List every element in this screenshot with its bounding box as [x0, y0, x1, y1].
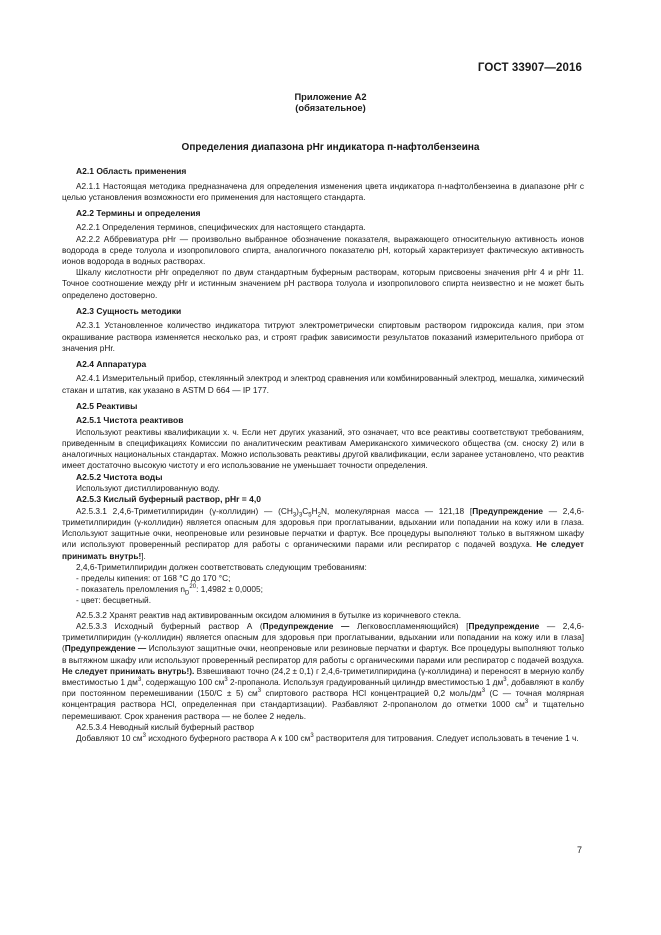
standard-number: ГОСТ 33907—2016 — [477, 62, 582, 74]
paragraph: А2.5.3.3 Исходный буферный раствор А (Предупреждение — Легковоспламеняющийся) [Предупреждение — 2,4,6-триметилпиридин (γ-коллидин) является опасным для здоровья при проглатывании, вдыхании или попадании на кожу или в глаза] (Предупреждение — Используют защитные очки, неопреновые или резиновые перчатки и фартук. Все процедуры выполняют только в вытяжном шкафу или используют проверенный респиратор для работы с органическими парами или респиратор с подачей воздуха. Не следует принимать внутрь!). Взвешивают точно (24,2 ± 0,1) г 2,4,6-триметилпиридина (γ-коллидина) и переносят в мерную колбу вместимостью 1 $дм^3$, содержащую 100 $см^3$ 2-пропанола. Используя градуированный цилиндр вместимостью 1 $дм^3$, добавляют в колбу при постоянном перемешивании (150/С ± 5) $см^3$ спиртового раствора HCl концентрацией 0,2 моль/$дм^3$ (С — точная молярная концентрация раствора HCl, определенная при стандартизации). Разбавляют 2-пропанолом до отметки 1000 $см^3$ и тщательно перемешивают. Срок хранения раствора — не более 2 недель. — [62, 620, 585, 721]
paragraph: А2.3.1 Установленное количество индикатора титруют электрометрически спиртовым раствором гидроксида калия, при этом окрашивание раствора изменяется несколько раз, и строят график зависимости результатов показаний измерительного прибора от значения pHr. — [62, 320, 584, 353]
paragraph: 2,4,6-Триметилпиридин должен соответствовать следующим требованиям: — [76, 561, 367, 572]
document-title: Определения диапазона pHr индикатора п-нафтолбензеина — [181, 142, 480, 153]
subsection-heading: А2.5.3 Кислый буферный раствор, pHr = 4,0 — [76, 494, 261, 505]
annex-status: (обязательное) — [295, 103, 366, 113]
list-item: - пределы кипения: от 168 °С до 170 °С; — [76, 573, 231, 584]
list-item: - показатель преломления $n_D^{20}$: 1,4982 ± 0,0005; — [76, 584, 263, 597]
warning-label: Предупреждение — [468, 620, 540, 631]
list-item: - цвет: бесцветный. — [76, 595, 151, 606]
subsection-heading: А2.5.2 Чистота воды — [76, 471, 163, 482]
section-heading: А2.5 Реактивы — [76, 400, 138, 411]
warning-label: Предупреждение — — [64, 643, 147, 654]
paragraph: Используют реактивы квалификации х. ч. Если нет других указаний, это означает, что все реактивы соответствуют требованиям, приведенным в спецификациях Комиссии по аналитическим реактивам Американского химического общества (см. сноску 2) или в аналогичных национальных стандартах. Можно использовать реактивы другой квалификации, если заранее установлено, что реактив имеет достаточно высокую чистоту и его использование не уменьшает точности определения. — [62, 426, 584, 471]
paragraph: А2.5.3.1 2,4,6-Триметилпиридин (γ-коллидин) — $(CH_3)_3C_5H_2N$, молекулярная масса — 121,18 [Предупреждение — 2,4,6-триметилпиридин (γ-коллидин) является опасным для здоровья при проглатывании, вдыхании или попадании на кожу или в глаза. Используют защитные очки, неопреновые или резиновые перчатки и фартук. Все процедуры выполняют только в вытяжном шкафу или используют проверенный респиратор для работы с органическими парами или респиратор с подачей воздуха. Не следует принимать внутрь!]. — [62, 505, 585, 561]
annex-title: Приложение А2 — [294, 92, 367, 102]
paragraph: А2.5.3.4 Неводный кислый буферный раствор — [76, 721, 254, 732]
paragraph: А2.2.2 Аббревиатура pHr — произвольно выбранное обозначение показателя, выражающего относительную активность ионов водорода в среде толуола и изопропилового спирта, аналогичного показателю pH, который характеризует фактическую активность ионов водорода в водных растворах. — [62, 233, 584, 267]
document-body — [62, 166, 584, 744]
paragraph: А2.1.1 Настоящая методика предназначена для определения изменения цвета индикатора п-нафтолбензеина в диапазоне pHr с целью установления возможности его применения для настоящего стандарта. — [62, 180, 584, 202]
paragraph: А2.5.3.2 Хранят реактив над активированным оксидом алюминия в бутылке из коричневого стекла. — [76, 609, 462, 620]
section-heading: А2.3 Сущность методики — [76, 305, 182, 316]
section-heading: А2.2 Термины и определения — [76, 207, 201, 218]
warning-label: Предупреждение — — [262, 620, 350, 631]
paragraph: Используют дистиллированную воду. — [76, 483, 220, 494]
paragraph: Добавляют 10 $см^3$ исходного буферного раствора А к 100 $см^3$ растворителя для титрования. Следует использовать в течение 1 ч. — [76, 732, 579, 743]
section-heading: А2.4 Аппаратура — [76, 358, 147, 369]
warning-label: Не следует принимать внутрь!). — [62, 665, 195, 676]
subsection-heading: А2.5.1 Чистота реактивов — [76, 415, 184, 426]
paragraph: Шкалу кислотности pHr определяют по двум стандартным буферным растворам, которым присвоены значения pHr 4 и pHr 11. Точное соотношение между pHr и истинным значением pH раствора толуола и изопропилового спирта неизвестно и не может быть определено достоверно. — [62, 267, 584, 300]
annex-heading — [0, 92, 661, 114]
warning-label: Предупреждение — [472, 505, 543, 516]
section-heading: А2.1 Область применения — [76, 166, 187, 176]
paragraph: А2.4.1 Измерительный прибор, стеклянный электрод и электрод сравнения или комбинированный электрод, мешалка, химический стакан и штатив, как указано в ASTM D 664 — IP 177. — [62, 373, 584, 395]
warning-label: Не следует принимать внутрь! — [62, 539, 584, 561]
paragraph: А2.2.1 Определения терминов, специфических для настоящего стандарта. — [76, 222, 366, 233]
page-number: 7 — [576, 845, 582, 855]
